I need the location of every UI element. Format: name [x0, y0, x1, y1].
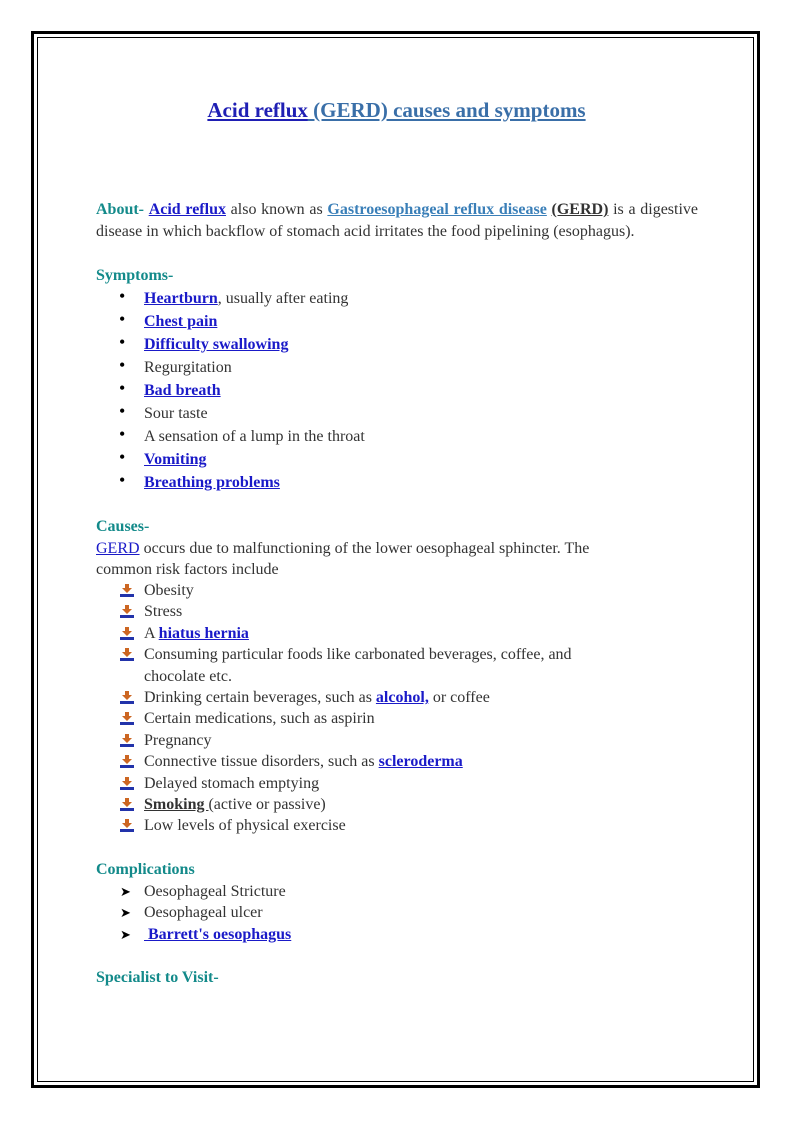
title-link-acid-reflux[interactable]: Acid reflux [207, 98, 308, 122]
cause-text-post: or coffee [428, 689, 490, 707]
bullet-icon: • [119, 378, 126, 398]
list-item [96, 902, 698, 924]
cause-text: Stress [144, 603, 183, 621]
list-item [96, 580, 698, 601]
about-paragraph [96, 199, 698, 243]
about-text-2: is a digestive disease in which backflow of stomach acid irritates the food pipelining (esophagus). [96, 201, 699, 240]
list-item [96, 623, 698, 644]
complication-text: Oesophageal ulcer [144, 904, 263, 922]
symptoms-list [96, 287, 698, 494]
arrow-bullet-icon [120, 734, 134, 747]
arrow-bullet-icon [120, 584, 134, 597]
list-item [96, 333, 698, 356]
symptom-link[interactable]: Difficulty swallowing [144, 336, 289, 353]
causes-list [96, 580, 698, 837]
page-title [0, 98, 793, 123]
cause-text: Obesity [144, 582, 194, 599]
bullet-icon: • [119, 332, 126, 352]
symptom-link[interactable]: Chest pain [144, 313, 218, 330]
list-item [96, 794, 698, 815]
bullet-icon: • [119, 401, 126, 421]
list-item [96, 708, 698, 729]
list-item [96, 881, 698, 903]
symptom-text: A sensation of a lump in the throat [144, 428, 365, 445]
causes-intro-text: occurs due to malfunctioning of the lower oesophageal sphincter. The [139, 540, 590, 557]
causes-intro-text-2: common risk factors include [96, 561, 279, 578]
bullet-icon: • [119, 309, 126, 329]
barretts-oesophagus-link[interactable]: Barrett's oesophagus [144, 925, 292, 943]
cause-text-continued: chocolate etc. [144, 667, 232, 685]
about-heading: About- [96, 201, 145, 218]
document-body [96, 199, 698, 989]
symptom-text: Sour taste [144, 405, 208, 422]
smoking-link[interactable]: Smoking [144, 796, 209, 814]
complications-list [96, 881, 698, 946]
bullet-icon: • [119, 447, 126, 467]
acid-reflux-link[interactable]: Acid reflux [148, 201, 226, 218]
arrow-bullet-icon [120, 648, 134, 661]
causes-heading: Causes- [96, 518, 150, 535]
title-link-gerd[interactable]: (GERD) causes and symptoms [307, 98, 586, 122]
arrow-bullet-icon [120, 755, 134, 768]
cause-text: Certain medications, such as aspirin [144, 710, 375, 728]
list-item [96, 471, 698, 494]
bullet-icon: • [119, 424, 126, 444]
gerd-full-link[interactable]: Gastroesophageal reflux disease [327, 201, 547, 218]
arrow-bullet-icon [120, 691, 134, 704]
list-item [96, 425, 698, 448]
cause-text: Low levels of physical exercise [144, 817, 346, 835]
arrow-bullet-icon [120, 777, 134, 790]
cause-text: Delayed stomach emptying [144, 774, 320, 792]
list-item [96, 356, 698, 379]
cause-text: A [144, 624, 159, 642]
list-item [96, 751, 698, 772]
list-item [96, 402, 698, 425]
symptom-link[interactable]: Bad breath [144, 382, 221, 399]
list-item [96, 601, 698, 622]
arrow-bullet-icon [120, 605, 134, 618]
arrowhead-bullet-icon: ➤ [120, 905, 131, 921]
scleroderma-link[interactable]: scleroderma [378, 753, 463, 771]
about-text-1: also known as [225, 201, 328, 218]
bullet-icon: • [119, 286, 126, 306]
list-item [96, 924, 698, 946]
symptom-link[interactable]: Vomiting [144, 451, 207, 468]
list-item [96, 287, 698, 310]
symptom-text: , usually after eating [217, 290, 349, 307]
symptom-link[interactable]: Heartburn [144, 290, 218, 307]
specialist-heading: Specialist to Visit- [96, 969, 219, 987]
list-item [96, 448, 698, 471]
gerd-abbrev-link[interactable]: (GERD) [551, 201, 609, 218]
alcohol-link[interactable]: alcohol, [375, 689, 429, 707]
cause-text: Pregnancy [144, 731, 212, 749]
list-item [96, 687, 698, 708]
symptom-link[interactable]: Breathing problems [144, 474, 280, 491]
arrow-bullet-icon [120, 798, 134, 811]
bullet-icon: • [119, 470, 126, 490]
symptoms-heading: Symptoms- [96, 267, 174, 284]
arrow-bullet-icon [120, 627, 134, 640]
cause-text-post: (active or passive) [208, 796, 326, 814]
cause-text: Consuming particular foods like carbonated beverages, coffee, and [144, 646, 572, 664]
arrowhead-bullet-icon: ➤ [120, 926, 131, 942]
causes-intro [96, 538, 698, 580]
cause-text: Drinking certain beverages, such as [144, 689, 376, 707]
complication-text: Oesophageal Stricture [144, 882, 286, 900]
complications-heading: Complications [96, 860, 195, 878]
list-item [96, 644, 698, 687]
arrow-bullet-icon [120, 819, 134, 832]
list-item [96, 310, 698, 333]
list-item [96, 379, 698, 402]
list-item [96, 815, 698, 836]
arrowhead-bullet-icon: ➤ [120, 883, 131, 899]
list-item [96, 730, 698, 751]
symptom-text: Regurgitation [144, 359, 232, 376]
arrow-bullet-icon [120, 712, 134, 725]
gerd-link[interactable]: GERD [96, 540, 140, 557]
hiatus-hernia-link[interactable]: hiatus hernia [158, 624, 249, 642]
cause-text: Connective tissue disorders, such as [144, 753, 379, 771]
bullet-icon: • [119, 355, 126, 375]
list-item [96, 773, 698, 794]
